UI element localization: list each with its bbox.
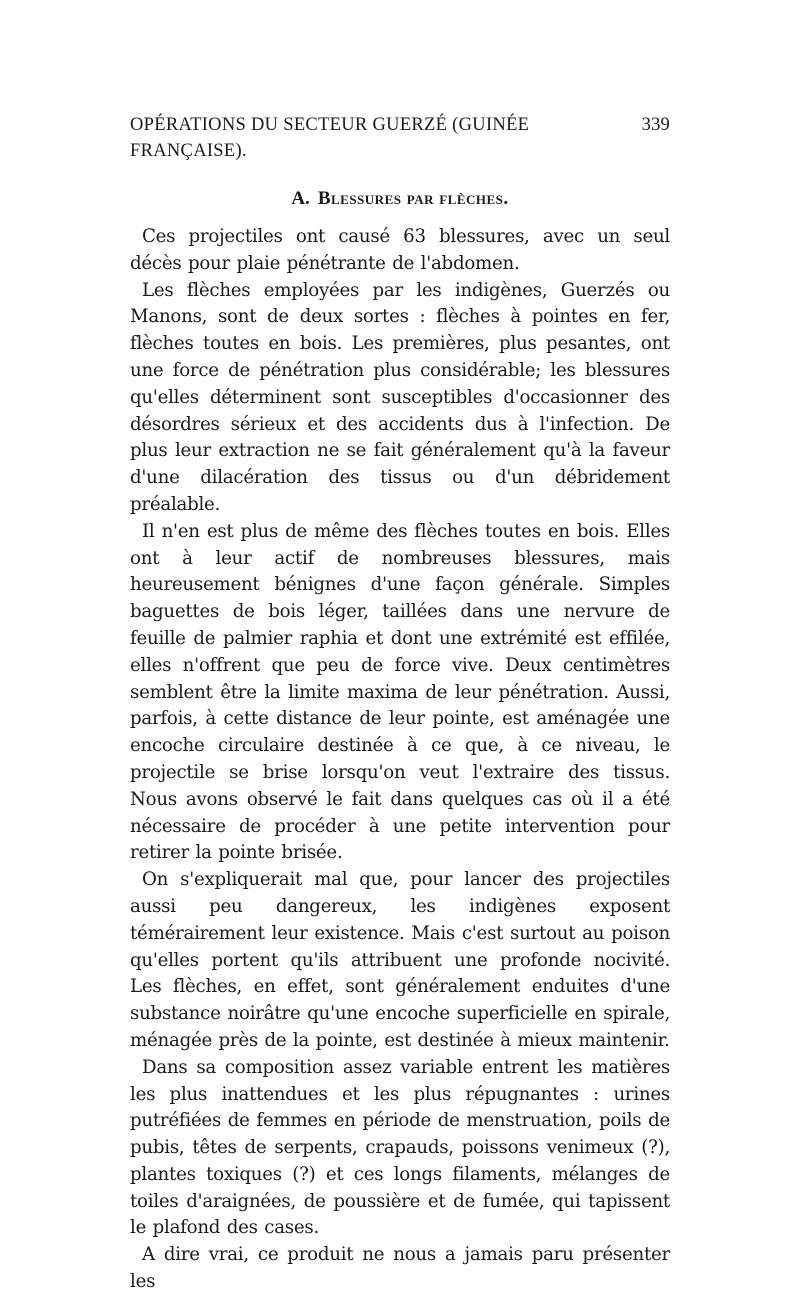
- section-title: [130, 187, 670, 211]
- paragraph: On s'expliquerait mal que, pour lancer des projectiles aussi peu dangereux, les indigènes exposent témérairement leur existence. Mais c'est surtout au poison qu'elles portent qu'ils attribuent une profonde nocivité. Les flèches, en effet, sont généralement enduites d'une substance noirâtre qu'une encoche superficielle en spirale, ménagée près de la pointe, est destinée à mieux maintenir.: [130, 869, 670, 1051]
- section-title-text: Blessures par flèches.: [317, 188, 509, 209]
- body-text: [130, 224, 670, 1296]
- running-head: [130, 112, 670, 164]
- paragraph: A dire vrai, ce produit ne nous a jamais paru présenter les: [130, 1244, 670, 1293]
- book-page: [130, 112, 670, 1293]
- paragraph: Les flèches employées par les indigènes, Guerzés ou Manons, sont de deux sortes : flèches à pointes en fer, flèches toutes en bois. Les premières, plus pesantes, ont une force de pénétration plus considérable; les blessures qu'elles déterminent sont susceptibles d'occasionner des désordres sérieux et des accidents dus à l'infection. De plus leur extraction ne se fait généralement qu'à la faveur d'une dilacération des tissus ou d'un débridement préalable.: [130, 279, 670, 515]
- section-letter: A.: [291, 188, 310, 209]
- paragraph: Ces projectiles ont causé 63 blessures, avec un seul décès pour plaie pénétrante de l'abdomen.: [130, 226, 670, 274]
- running-title: OPÉRATIONS DU SECTEUR GUERZÉ (GUINÉE FRANÇAISE).: [130, 115, 530, 161]
- page-number: 339: [641, 115, 670, 135]
- paragraph: Dans sa composition assez variable entrent les matières les plus inattendues et les plus répugnantes : urines putréfiées de femmes en période de menstruation, poils de pubis, têtes de serpents, crapauds, poissons venimeux (?), plantes toxiques (?) et ces longs filaments, mélanges de toiles d'araignées, de poussière et de fumée, qui tapissent le plafond des cases.: [130, 1056, 670, 1239]
- paragraph: Il n'en est plus de même des flèches toutes en bois. Elles ont à leur actif de nombreuses blessures, mais heureusement bénignes d'une façon générale. Simples baguettes de bois léger, taillées dans une nervure de feuille de palmier raphia et dont une extrémité est effilée, elles n'offrent que peu de force vive. Deux centimètres semblent être la limite maxima de leur pénétration. Aussi, parfois, à cette distance de leur pointe, est aménagée une encoche circulaire destinée à ce que, à ce niveau, le projectile se brise lorsqu'on veut l'extraire des tissus. Nous avons observé le fait dans quelques cas où il a été nécessaire de procéder à une petite intervention pour retirer la pointe brisée.: [130, 520, 670, 864]
